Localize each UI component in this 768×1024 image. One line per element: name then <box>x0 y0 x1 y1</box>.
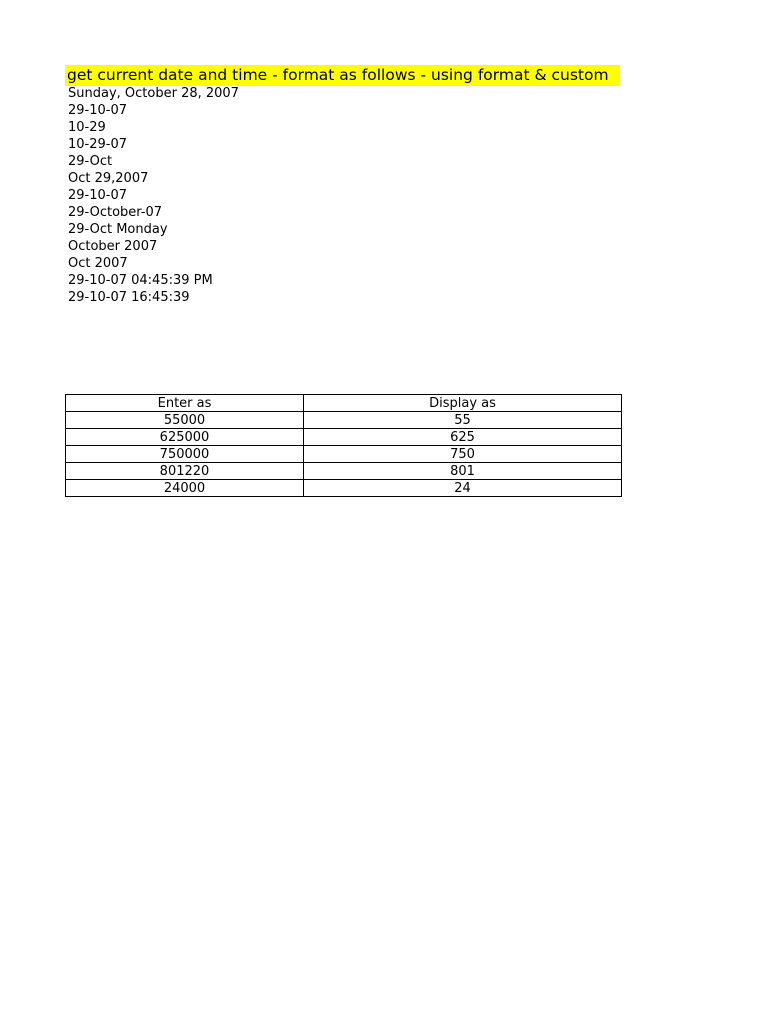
display-as-cell: 55 <box>304 412 622 429</box>
enter-as-cell: 24000 <box>66 480 304 497</box>
date-format-item: 10-29 <box>68 120 106 135</box>
table-row <box>66 446 622 463</box>
display-as-cell: 750 <box>304 446 622 463</box>
date-format-item: Sunday, October 28, 2007 <box>68 86 239 101</box>
date-format-item: 29-October-07 <box>68 205 163 220</box>
date-format-item: 10-29-07 <box>68 137 128 152</box>
display-as-cell: 24 <box>304 480 622 497</box>
display-as-cell: 801 <box>304 463 622 480</box>
column-header-enter-as: Enter as <box>66 395 304 412</box>
number-format-table <box>65 394 622 497</box>
date-format-item: 29-Oct <box>68 154 113 169</box>
enter-as-cell: 750000 <box>66 446 304 463</box>
date-format-item: 29-10-07 16:45:39 <box>68 290 190 305</box>
enter-as-cell: 55000 <box>66 412 304 429</box>
date-format-item: 29-10-07 <box>68 188 128 203</box>
table-row <box>66 463 622 480</box>
date-format-item: Oct 29,2007 <box>68 171 149 186</box>
date-format-list <box>68 85 239 306</box>
highlighted-heading: get current date and time - format as follows - using format & custom <box>65 65 620 86</box>
table-row <box>66 412 622 429</box>
table-row <box>66 429 622 446</box>
date-format-item: 29-Oct Monday <box>68 222 168 237</box>
date-format-item: October 2007 <box>68 239 158 254</box>
table-row <box>66 480 622 497</box>
enter-as-cell: 625000 <box>66 429 304 446</box>
column-header-display-as: Display as <box>304 395 622 412</box>
date-format-item: 29-10-07 04:45:39 PM <box>68 273 213 288</box>
enter-as-cell: 801220 <box>66 463 304 480</box>
table-header-row <box>66 395 622 412</box>
date-format-item: Oct 2007 <box>68 256 128 271</box>
date-format-item: 29-10-07 <box>68 103 128 118</box>
display-as-cell: 625 <box>304 429 622 446</box>
